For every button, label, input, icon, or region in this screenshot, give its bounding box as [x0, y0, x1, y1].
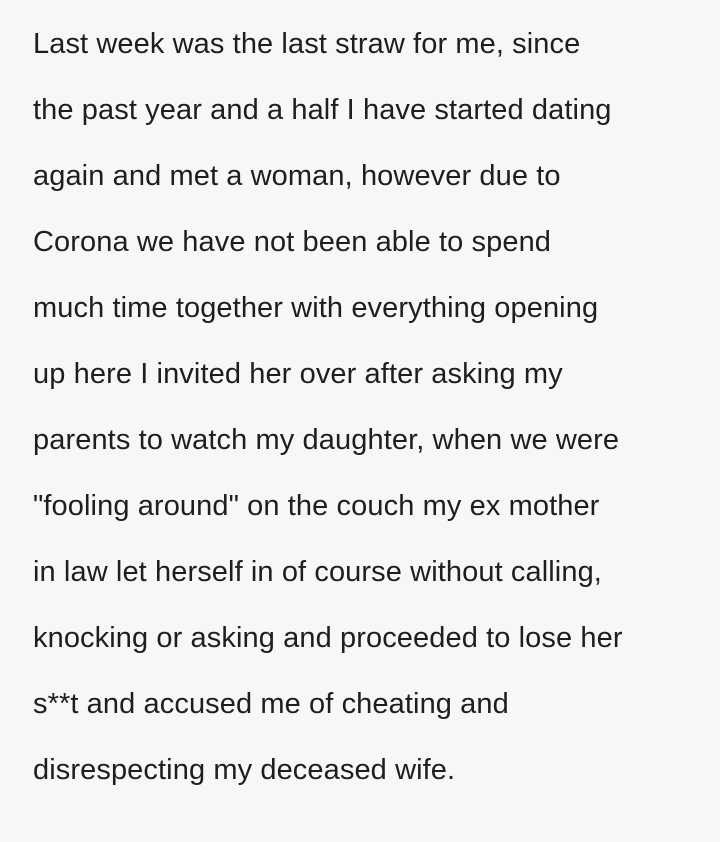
post-line: much time together with everything opening: [33, 292, 599, 324]
post-line: the past year and a half I have started dating: [33, 94, 612, 126]
post-line: parents to watch my daughter, when we were: [33, 424, 620, 456]
post-line: Last week was the last straw for me, since: [33, 28, 581, 60]
post-line: s**t and accused me of cheating and: [33, 688, 509, 720]
post-line: disrespecting my deceased wife.: [33, 754, 456, 786]
post-line: "fooling around" on the couch my ex mother: [33, 490, 600, 522]
post-line: knocking or asking and proceeded to lose her: [33, 622, 623, 654]
post-line: up here I invited her over after asking my: [33, 358, 563, 390]
post-line: again and met a woman, however due to: [33, 160, 561, 192]
post-line: in law let herself in of course without calling,: [33, 556, 602, 588]
post-line: Corona we have not been able to spend: [33, 226, 552, 258]
